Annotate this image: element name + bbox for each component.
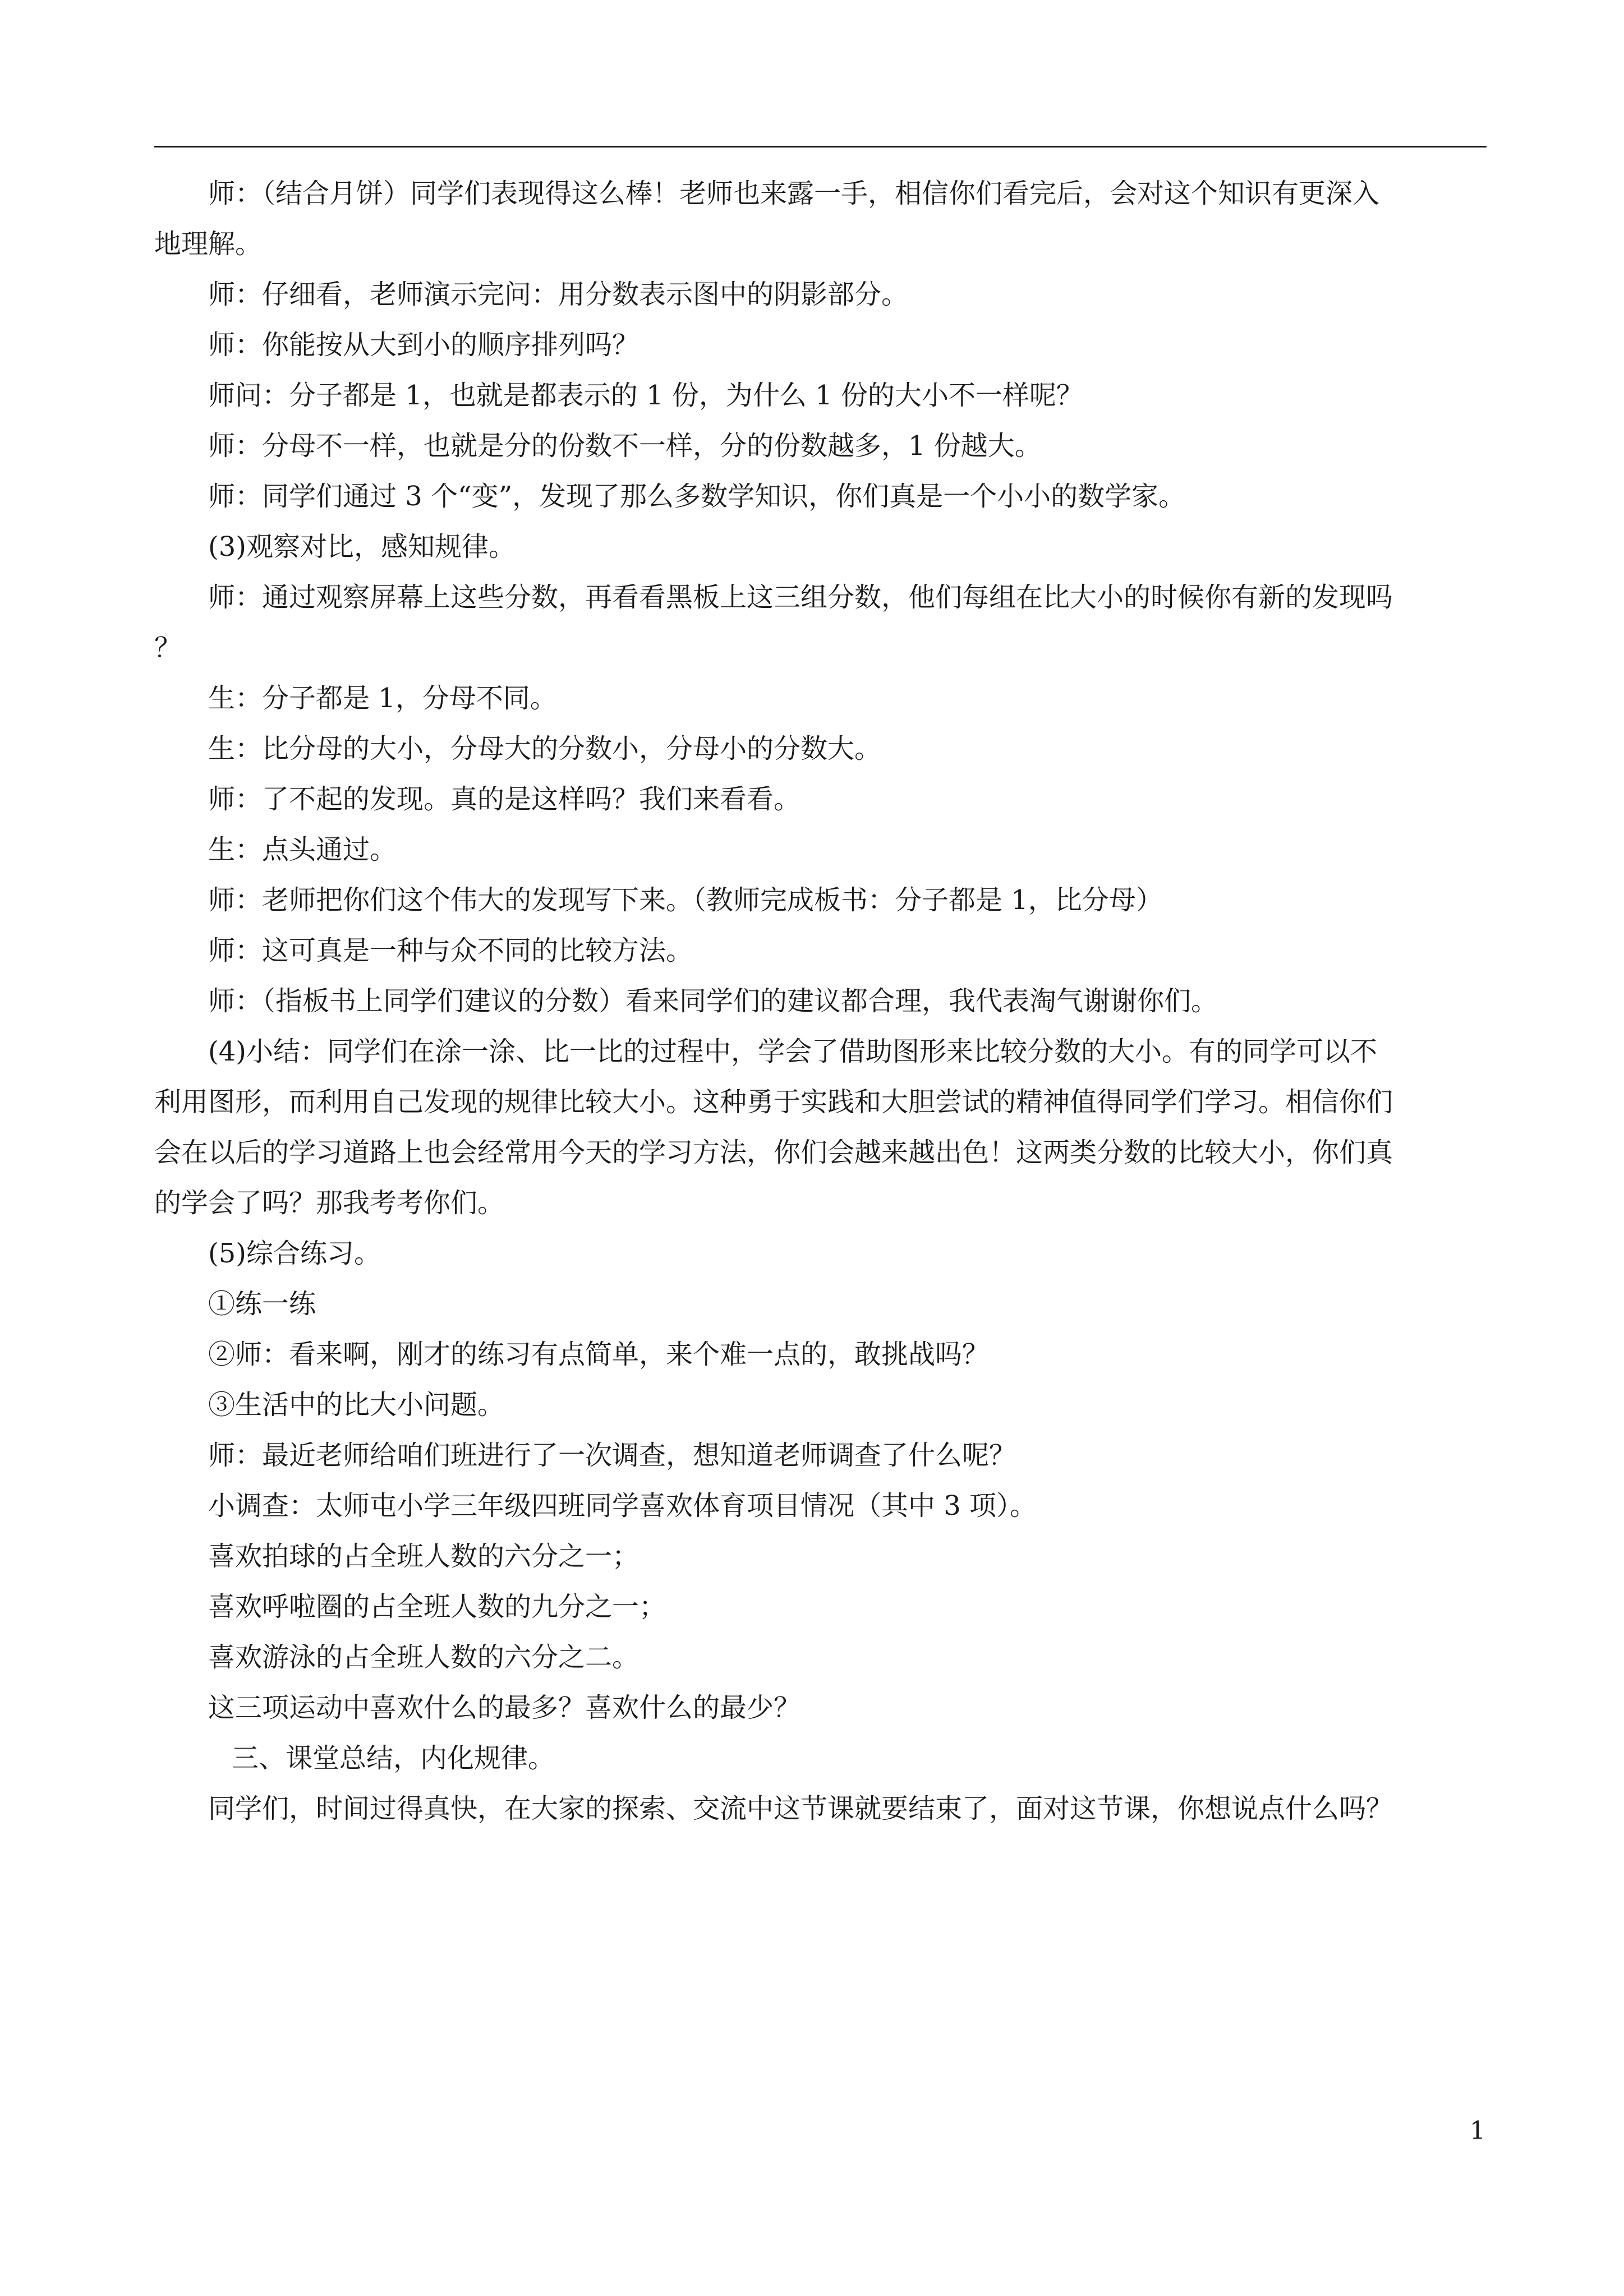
paragraph-line: 师：通过观察屏幕上这些分数，再看看黑板上这三组分数，他们每组在比大小的时候你有新的发现吗 xyxy=(208,582,1393,613)
paragraph-line: 地理解。 xyxy=(154,228,263,260)
paragraph-line: 师：仔细看，老师演示完问：用分数表示图中的阴影部分。 xyxy=(208,279,909,310)
paragraph-line: 师：你能按从大到小的顺序排列吗？ xyxy=(208,329,640,361)
section-heading: (5)综合练习。 xyxy=(208,1238,381,1269)
exercise-item: ③生活中的比大小问题。 xyxy=(208,1389,505,1421)
survey-item: 喜欢游泳的占全班人数的六分之二。 xyxy=(208,1642,640,1673)
section-heading: 三、课堂总结，内化规律。 xyxy=(232,1742,555,1774)
survey-item: 喜欢拍球的占全班人数的六分之一； xyxy=(208,1541,640,1572)
paragraph-line: 师问：分子都是 1，也就是都表示的 1 份，为什么 1 份的大小不一样呢？ xyxy=(208,380,1083,411)
paragraph-line: 师：（指板书上同学们建议的分数）看来同学们的建议都合理，我代表淘气谢谢你们。 xyxy=(208,985,1218,1017)
paragraph-line: 生：分子都是 1，分母不同。 xyxy=(208,683,557,714)
document-body xyxy=(154,168,1487,1834)
paragraph-line: 师：老师把你们这个伟大的发现写下来。（教师完成板书：分子都是 1，比分母） xyxy=(208,884,1163,916)
header-rule xyxy=(154,146,1487,147)
paragraph-line: 师：分母不一样，也就是分的份数不一样，分的份数越多，1 份越大。 xyxy=(208,430,1042,462)
paragraph-line: ？ xyxy=(154,632,182,663)
section-heading: (3)观察对比，感知规律。 xyxy=(208,531,516,563)
page-number: 1 xyxy=(1470,2117,1485,2145)
paragraph-line: 师：同学们通过 3 个“变”，发现了那么多数学知识，你们真是一个小小的数学家。 xyxy=(208,481,1186,512)
paragraph-line: 同学们，时间过得真快，在大家的探索、交流中这节课就要结束了，面对这节课，你想说点什么吗？ xyxy=(208,1793,1393,1824)
paragraph-line: 师：最近老师给咱们班进行了一次调查，想知道老师调查了什么呢？ xyxy=(208,1440,1016,1471)
paragraph-line: 师：（结合月饼）同学们表现得这么棒！老师也来露一手，相信你们看完后，会对这个知识有更深入 xyxy=(208,178,1380,209)
paragraph-line: 师：了不起的发现。真的是这样吗？我们来看看。 xyxy=(208,783,801,815)
section-summary: (4)小结：同学们在涂一涂、比一比的过程中，学会了借助图形来比较分数的大小。有的同学可以不 xyxy=(208,1036,1377,1067)
paragraph-line: 会在以后的学习道路上也会经常用今天的学习方法，你们会越来越出色！这两类分数的比较大小，你们真 xyxy=(154,1137,1393,1168)
paragraph-line: 利用图形，而利用自己发现的规律比较大小。这种勇于实践和大胆尝试的精神值得同学们学习。相信你们 xyxy=(154,1086,1393,1118)
paragraph-line: 的学会了吗？那我考考你们。 xyxy=(154,1187,505,1219)
survey-question: 这三项运动中喜欢什么的最多？喜欢什么的最少？ xyxy=(208,1692,801,1723)
paragraph-line: 生：比分母的大小，分母大的分数小，分母小的分数大。 xyxy=(208,733,882,764)
paragraph-line: 师：这可真是一种与众不同的比较方法。 xyxy=(208,935,693,966)
paragraph-line: 生：点头通过。 xyxy=(208,834,397,865)
survey-title: 小调查：太师屯小学三年级四班同学喜欢体育项目情况（其中 3 项）。 xyxy=(208,1490,1037,1522)
exercise-item: ②师：看来啊，刚才的练习有点简单，来个难一点的，敢挑战吗？ xyxy=(208,1339,990,1370)
exercise-item: ①练一练 xyxy=(208,1288,316,1320)
survey-item: 喜欢呼啦圈的占全班人数的九分之一； xyxy=(208,1591,666,1622)
